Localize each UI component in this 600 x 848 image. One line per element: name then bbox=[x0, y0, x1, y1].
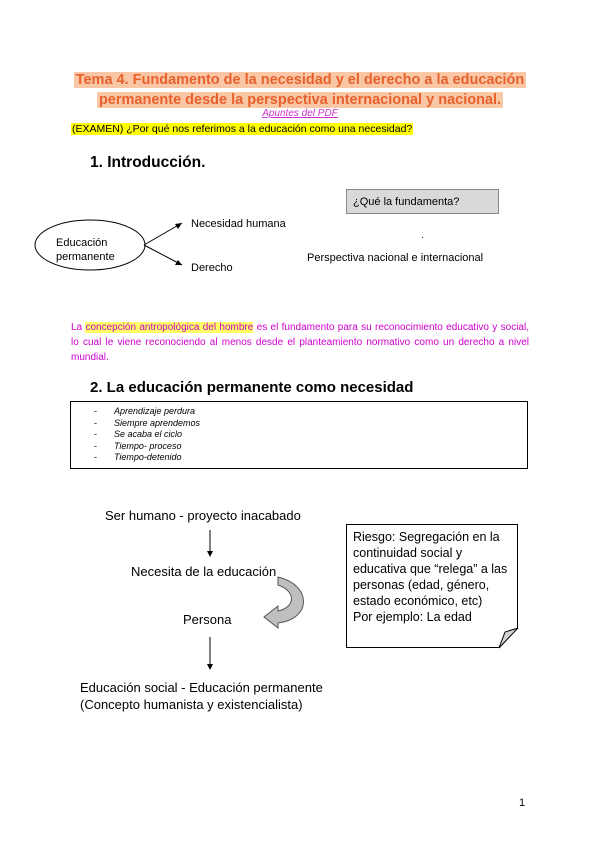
branch-derecho: Derecho bbox=[191, 262, 233, 274]
necesidad-list bbox=[71, 406, 527, 464]
para-rest: es el fundamento para su reconocimiento educativo y social, lo cual le viene reconociendo al menos desde el planteamiento normativo como un derecho a nivel mundial. bbox=[71, 322, 529, 363]
title-line-1: Tema 4. Fundamento de la necesidad y el derecho a la educación bbox=[75, 72, 525, 88]
ellipse-line-2: permanente bbox=[56, 251, 115, 263]
flow-educacion-line-1: Educación social - Educación permanente bbox=[80, 680, 323, 695]
page-curl-icon bbox=[499, 628, 519, 649]
list-dash: - bbox=[94, 440, 97, 451]
arrow-head-2 bbox=[207, 664, 213, 670]
flow-persona: Persona bbox=[183, 612, 232, 627]
pdf-notes-link[interactable]: Apuntes del PDF bbox=[262, 108, 338, 119]
page-number: 1 bbox=[519, 797, 526, 809]
perspectiva-text: Perspectiva nacional e internacional bbox=[307, 252, 484, 264]
necesidad-list-box bbox=[70, 401, 528, 469]
flow-necesita: Necesita de la educación bbox=[131, 564, 277, 579]
list-dash: - bbox=[94, 406, 97, 416]
list-dash: - bbox=[94, 452, 97, 462]
branch-necesidad: Necesidad humana bbox=[191, 218, 286, 230]
section-2-heading: 2. La educación permanente como necesidad bbox=[90, 379, 414, 396]
section-1-heading: 1. Introducción. bbox=[90, 154, 206, 171]
ellipse-label bbox=[56, 236, 115, 264]
document-title bbox=[60, 70, 540, 110]
bullet-dot: · bbox=[421, 232, 425, 243]
para-prefix: La bbox=[71, 322, 86, 333]
branch-line-bottom bbox=[144, 245, 182, 265]
list-item: - Siempre aprendemos bbox=[94, 417, 201, 428]
arrow-head-bottom bbox=[175, 260, 182, 265]
branch-line-top bbox=[144, 223, 182, 245]
flow-educacion bbox=[80, 679, 323, 713]
riesgo-note: Riesgo: Segregación en la continuidad social y educativa que “relega” a las personas (edad, género, estado económico, etc) Por ejemplo: La edad bbox=[346, 524, 518, 648]
curved-arrow-icon bbox=[264, 577, 304, 628]
ellipse-line-1: Educación bbox=[56, 237, 108, 249]
title-line-2: permanente desde la perspectiva internacional y nacional. bbox=[98, 92, 502, 108]
fundamenta-box: ¿Qué la fundamenta? bbox=[346, 189, 499, 214]
list-item: - Tiempo- proceso bbox=[94, 440, 182, 451]
intro-paragraph bbox=[71, 320, 529, 365]
exam-question: (EXAMEN) ¿Por qué nos referimos a la educación como una necesidad? bbox=[72, 123, 413, 135]
flow-arrows bbox=[200, 527, 320, 677]
flow-ser-humano: Ser humano - proyecto inacabado bbox=[105, 508, 301, 523]
list-item: - Aprendizaje perdura bbox=[94, 406, 196, 416]
arrow-head-1 bbox=[207, 551, 213, 557]
list-dash: - bbox=[94, 429, 97, 439]
list-dash: - bbox=[94, 417, 97, 428]
flow-educacion-line-2: (Concepto humanista y existencialista) bbox=[80, 697, 303, 712]
para-highlight: concepción antropológica del hombre bbox=[85, 322, 254, 333]
list-item: - Tiempo-detenido bbox=[94, 452, 182, 462]
list-item: - Se acaba el ciclo bbox=[94, 429, 183, 439]
